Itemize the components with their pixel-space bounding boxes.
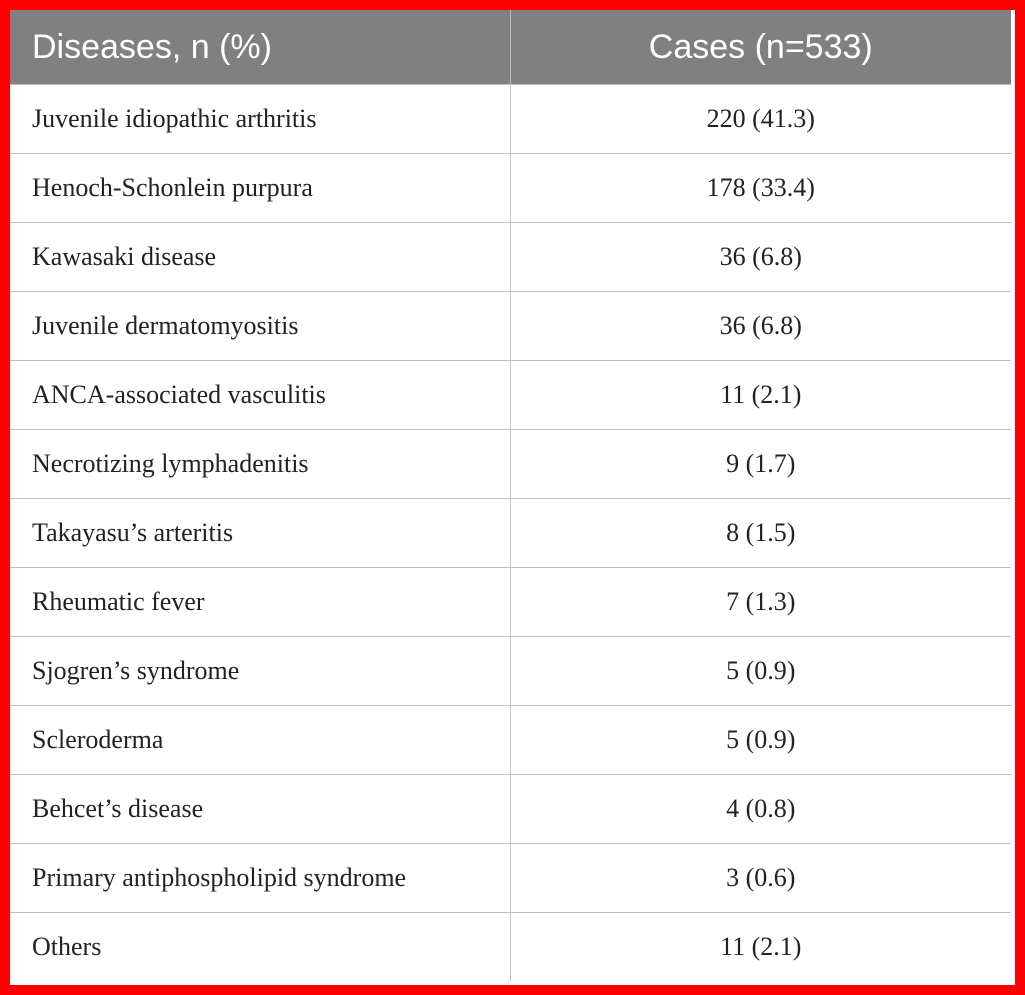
table-row [10,913,1011,982]
table-row [10,637,1011,706]
disease-name-cell: Necrotizing lymphadenitis [10,430,510,499]
cases-value-cell: 5 (0.9) [510,637,1011,706]
disease-name-cell: ANCA-associated vasculitis [10,361,510,430]
disease-name-cell: Rheumatic fever [10,568,510,637]
cases-value-cell: 9 (1.7) [510,430,1011,499]
cases-value-cell: 5 (0.9) [510,706,1011,775]
table-body [10,85,1011,982]
table-row [10,844,1011,913]
disease-name-cell: Scleroderma [10,706,510,775]
cases-value-cell: 7 (1.3) [510,568,1011,637]
header-cases: Cases (n=533) [510,10,1011,85]
table-row [10,775,1011,844]
disease-name-cell: Sjogren’s syndrome [10,637,510,706]
disease-name-cell: Behcet’s disease [10,775,510,844]
table-row [10,706,1011,775]
cases-value-cell: 36 (6.8) [510,292,1011,361]
table-row [10,499,1011,568]
table-header [10,10,1011,85]
cases-value-cell: 8 (1.5) [510,499,1011,568]
disease-name-cell: Henoch-Schonlein purpura [10,154,510,223]
table-row [10,292,1011,361]
diseases-table [10,10,1011,981]
table-row [10,430,1011,499]
table-row [10,568,1011,637]
cases-value-cell: 11 (2.1) [510,361,1011,430]
table-row [10,223,1011,292]
disease-name-cell: Takayasu’s arteritis [10,499,510,568]
table-row [10,85,1011,154]
table-row [10,361,1011,430]
cases-value-cell: 4 (0.8) [510,775,1011,844]
header-row [10,10,1011,85]
header-diseases: Diseases, n (%) [10,10,510,85]
cases-value-cell: 178 (33.4) [510,154,1011,223]
disease-name-cell: Juvenile dermatomyositis [10,292,510,361]
disease-name-cell: Primary antiphospholipid syndrome [10,844,510,913]
disease-name-cell: Others [10,913,510,982]
cases-value-cell: 220 (41.3) [510,85,1011,154]
cases-value-cell: 3 (0.6) [510,844,1011,913]
cases-value-cell: 36 (6.8) [510,223,1011,292]
table-row [10,154,1011,223]
disease-name-cell: Kawasaki disease [10,223,510,292]
cases-value-cell: 11 (2.1) [720,932,802,961]
disease-name-cell: Juvenile idiopathic arthritis [10,85,510,154]
